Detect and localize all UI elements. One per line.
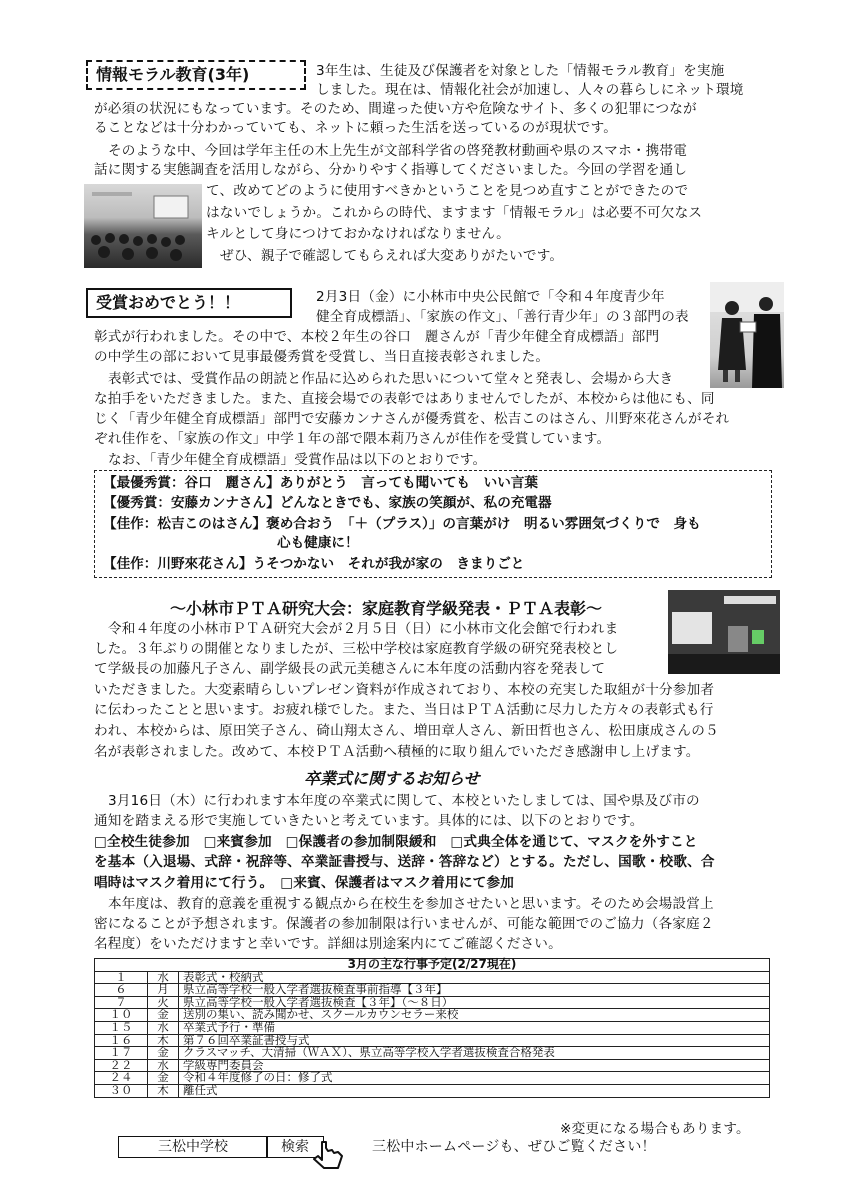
- schedule-weekday: 木: [148, 1034, 179, 1047]
- moral-line-9: キルとして身につけておかなければなりません。: [206, 226, 510, 242]
- award-line-2: 健全育成標語」、「家族の作文」、「善行青少年」の３部門の表: [316, 309, 689, 325]
- table-row: [95, 1084, 770, 1097]
- pta-line-5: に伝わったことと思います。お疲れ様でした。また、当日はＰＴＡ活動に尽力した方々の表彰式も行: [94, 702, 714, 718]
- schedule-table: [94, 958, 770, 1098]
- award-line-5: 表彰式では、受賞作品の朗読と作品に込められた思いについて堂々と発表し、会場から大き: [108, 371, 674, 387]
- schedule-day: ２４: [95, 1072, 148, 1085]
- schedule-event: 令和４年度修了の日：修了式: [179, 1072, 770, 1085]
- moral-line-2: しました。現在は、情報化社会が加速し、人々の暮らしにネット環境: [316, 82, 744, 98]
- schedule-event: 県立高等学校一般入学者選抜検査【３年】（〜８日）: [179, 996, 770, 1009]
- award-work-3-cont: 心も健康に！: [277, 535, 359, 551]
- schedule-event: 表彰式・校納式: [179, 971, 770, 984]
- footer-message: 三松中ホームページも、ぜひご覧ください！: [372, 1139, 656, 1155]
- graduation-line-3: □全校生徒参加 □来賓参加 □保護者の参加制限緩和 □式典全体を通じて、マスクを外すこと: [94, 834, 698, 850]
- award-work-1: 【最優秀賞：谷口 麗さん】ありがとう 言っても聞いても いい言葉: [103, 475, 538, 491]
- schedule-day: ３０: [95, 1084, 148, 1097]
- schedule-day: １７: [95, 1047, 148, 1060]
- schedule-title: 3月の主な行事予定(2/27現在): [95, 959, 770, 972]
- schedule-weekday: 金: [148, 1072, 179, 1085]
- schedule-weekday: 木: [148, 1084, 179, 1097]
- graduation-line-6: 本年度は、教育的意義を重視する観点から在校生を参加させたいと思います。そのため会場設営上: [108, 896, 714, 912]
- award-heading: 受賞おめでとう！！: [86, 288, 292, 318]
- moral-line-3: が必須の状況にもなっています。そのため、間違った使い方や危険なサイト、多くの犯罪につなが: [94, 101, 697, 117]
- schedule-day: １０: [95, 1009, 148, 1022]
- schedule-note: ※変更になる場合もあります。: [560, 1121, 750, 1137]
- school-name-box: 三松中学校: [118, 1136, 268, 1158]
- schedule-day: １５: [95, 1021, 148, 1034]
- schedule-event: 送別の集い、読み聞かせ、スクールカウンセラー来校: [179, 1009, 770, 1022]
- award-line-4: の中学生の部において見事最優秀賞を受賞し、当日直接表彰されました。: [94, 349, 550, 365]
- classroom-photo: [84, 184, 202, 268]
- pta-line-4: いただきました。大変素晴らしいプレゼン資料が作成されており、本校の充実した取組が十分参加者: [94, 682, 715, 698]
- schedule-event: 第７６回卒業証書授与式: [179, 1034, 770, 1047]
- graduation-line-5: 唱時はマスク着用にて行う。 □来賓、保護者はマスク着用にて参加: [94, 875, 515, 891]
- graduation-line-7: 密になることが予想されます。保護者の参加制限は行いませんが、可能な範囲でのご協力（各家庭２: [94, 916, 714, 932]
- moral-line-5: そのような中、今回は学年主任の木上先生が文部科学省の啓発教材動画や県のスマホ・携帯電: [108, 143, 688, 159]
- schedule-event: 学級専門委員会: [179, 1059, 770, 1072]
- schedule-day: ２２: [95, 1059, 148, 1072]
- schedule-event: 県立高等学校一般入学者選抜検査事前指導【３年】: [179, 984, 770, 997]
- award-ceremony-photo: [710, 282, 784, 388]
- award-work-2: 【優秀賞：安藤カンナさん】どんなときでも、家族の笑顔が、私の充電器: [103, 495, 552, 511]
- pta-stage-photo: [668, 590, 780, 674]
- schedule-day: ７: [95, 996, 148, 1009]
- award-work-4: 【佳作：川野來花さん】うそつかない それが我が家の きまりごと: [103, 556, 525, 572]
- pta-line-7: 名が表彰されました。改めて、本校ＰＴＡ活動へ積極的に取り組んでいただき感謝申し上げます。: [94, 744, 700, 760]
- award-works-box: [94, 470, 772, 578]
- pta-line-3: て学級長の加藤凡子さん、副学級長の武元美穂さんに本年度の活動内容を発表して: [94, 661, 606, 677]
- schedule-weekday: 水: [148, 971, 179, 984]
- award-line-1: 2月3日（金）に小林市中央公民館で「令和４年度青少年: [316, 289, 665, 305]
- moral-line-4: ることなどは十分わかっていても、ネットに頼った生活を送っているのが現状です。: [94, 120, 618, 136]
- moral-line-1: 3年生は、生徒及び保護者を対象とした「情報モラル教育」を実施: [316, 63, 725, 79]
- moral-line-6: 話に関する実態調査を活用しながら、分かりやすく指導してくださいました。今回の学習を通し: [94, 162, 688, 178]
- schedule-weekday: 水: [148, 1021, 179, 1034]
- graduation-line-1: 3月16日（木）に行われます本年度の卒業式に関して、本校といたしましては、国や県及び市の: [108, 793, 700, 809]
- award-line-6: な拍手をいただきました。また、直接会場での表彰ではありませんでしたが、本校からは他にも、同: [94, 391, 715, 407]
- schedule-day: １: [95, 971, 148, 984]
- pta-line-6: われ、本校からは、原田笑子さん、碕山翔太さん、増田章人さん、新田哲也さん、松田康成さんの５: [94, 723, 719, 739]
- schedule-event: 離任式: [179, 1084, 770, 1097]
- award-line-9: なお、「青少年健全育成標語」受賞作品は以下のとおりです。: [108, 452, 487, 468]
- pta-line-2: した。３年ぶりの開催となりましたが、三松中学校は家庭教育学級の研究発表校とし: [94, 641, 619, 657]
- award-work-3: 【佳作：松吉このはさん】褒め合おう 「＋（プラス）」の言葉がけ 明るい雰囲気づくりで 身も: [103, 516, 701, 532]
- graduation-line-4: を基本（入退場、式辞・祝辞等、卒業証書授与、送辞・答辞など）とする。ただし、国歌・校歌、合: [94, 854, 715, 870]
- pta-heading: 〜小林市ＰＴＡ研究大会：家庭教育学級発表・ＰＴＡ表彰〜: [170, 599, 603, 618]
- graduation-line-2: 通知を踏まえる形で実施していきたいと考えています。具体的には、以下のとおりです。: [94, 813, 644, 829]
- schedule-weekday: 金: [148, 1009, 179, 1022]
- award-line-3: 彰式が行われました。その中で、本校２年生の谷口 麗さんが「青少年健全育成標語」部門: [94, 329, 660, 345]
- schedule-weekday: 金: [148, 1047, 179, 1060]
- schedule-day: ６: [95, 984, 148, 997]
- moral-line-10: ぜひ、親子で確認してもらえれば大変ありがたいです。: [220, 248, 564, 264]
- schedule-event: クラスマッチ、大清掃（ＷＡＸ）、県立高等学校入学者選抜検査合格発表: [179, 1047, 770, 1060]
- graduation-heading: 卒業式に関するお知らせ: [304, 769, 480, 788]
- moral-line-8: はないでしょうか。これからの時代、ますます「情報モラル」は必要不可欠なス: [206, 205, 703, 221]
- award-line-7: じく「青少年健全育成標語」部門で安藤カンナさんが優秀賞を、松吉このはさん、川野來花さんがそれ: [94, 411, 730, 427]
- schedule-weekday: 月: [148, 984, 179, 997]
- award-line-8: ぞれ佳作を、「家族の作文」中学１年の部で隈本莉乃さんが佳作を受賞しています。: [94, 431, 611, 447]
- pta-line-1: 令和４年度の小林市ＰＴＡ研究大会が２月５日（日）に小林市文化会館で行われま: [108, 621, 619, 637]
- schedule-weekday: 水: [148, 1059, 179, 1072]
- schedule-day: １６: [95, 1034, 148, 1047]
- cursor-pointer-icon: [312, 1140, 346, 1170]
- moral-line-7: て、改めてどのように使用すべきかということを見つめ直すことができたので: [206, 183, 689, 199]
- graduation-line-8: 名程度）をいただけますと幸いです。詳細は別途案内にてご確認ください。: [94, 936, 562, 952]
- search-button[interactable]: 検索: [266, 1136, 324, 1158]
- schedule-weekday: 火: [148, 996, 179, 1009]
- moral-heading: 情報モラル教育(3年): [86, 60, 306, 90]
- schedule-event: 卒業式予行・準備: [179, 1021, 770, 1034]
